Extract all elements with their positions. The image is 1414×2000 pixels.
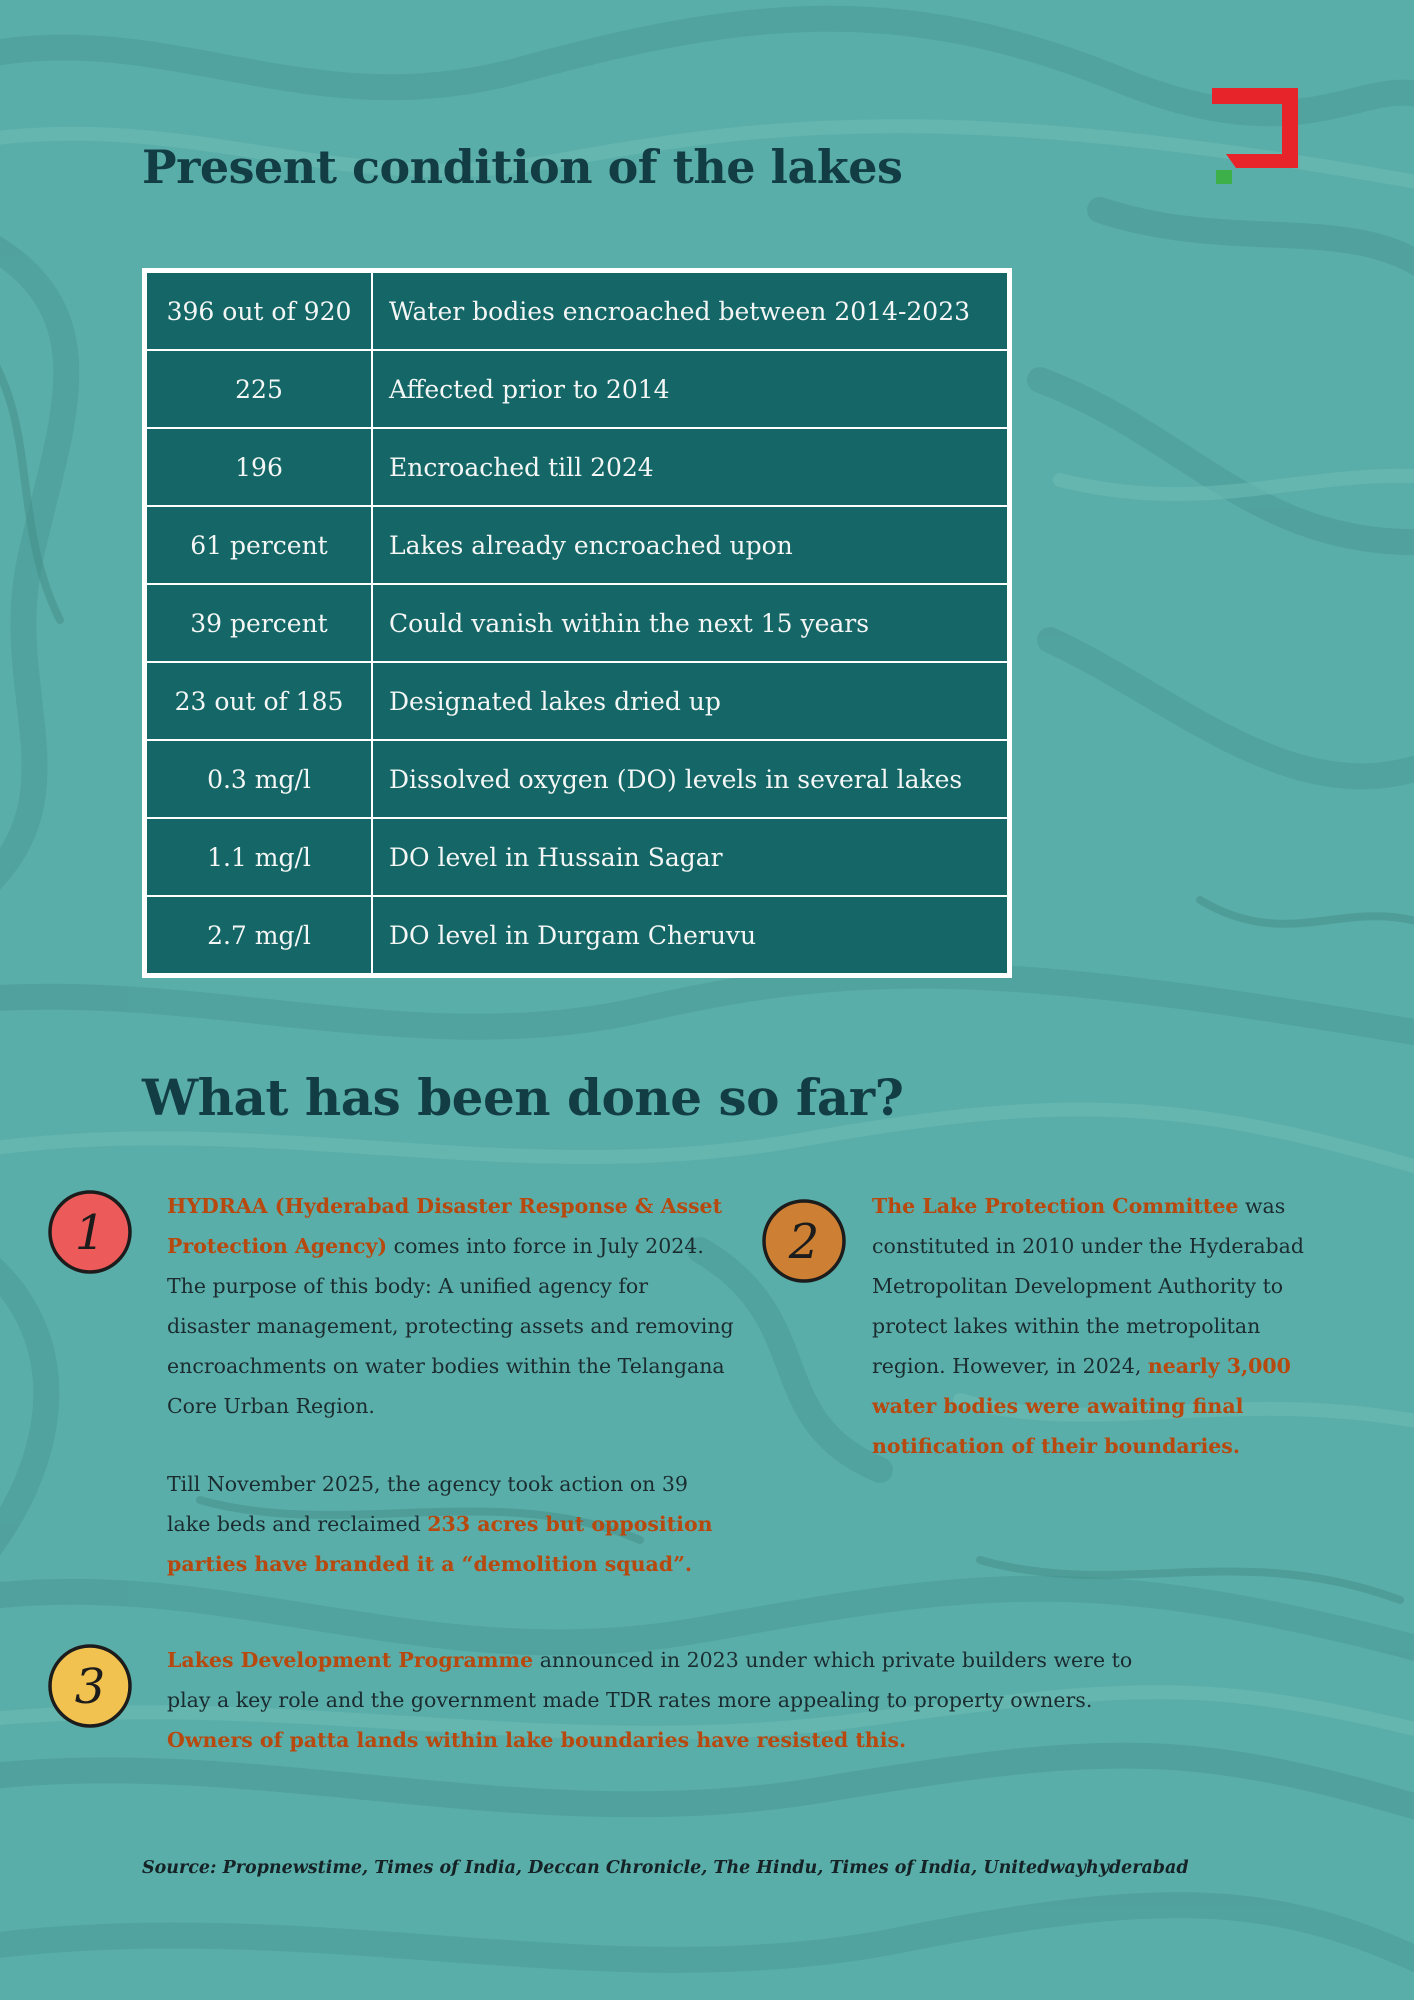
table-row — [145, 506, 1010, 584]
number-badge-2 — [758, 1195, 850, 1287]
stat-value: 1.1 mg/l — [145, 818, 373, 896]
page-title: Present condition of the lakes — [142, 140, 903, 194]
table-row — [145, 350, 1010, 428]
item-1-text: comes into force in July 2024. The purpose of this body: A unified agency for disaster management, protecting assets and removing encroachments on water bodies within the Telangana Core Urban Region. — [167, 1234, 734, 1418]
item-1-paragraph-2 — [167, 1464, 737, 1584]
stat-value: 0.3 mg/l — [145, 740, 373, 818]
item-2-highlight-2: nearly 3,000 water bodies were awaiting final notification of their boundaries. — [872, 1354, 1291, 1458]
item-2-paragraph — [872, 1186, 1312, 1466]
brand-logo — [1212, 88, 1298, 192]
table-row — [145, 271, 1010, 351]
stat-description: Designated lakes dried up — [372, 662, 1010, 740]
item-2-text: was constituted in 2010 under the Hyderabad Metropolitan Development Authority to protect lakes within the metropolitan region. However, in 2024, — [872, 1194, 1305, 1378]
stat-value: 23 out of 185 — [145, 662, 373, 740]
item-2-highlight: The Lake Protection Committee — [872, 1194, 1239, 1218]
item-1-paragraph — [167, 1186, 737, 1426]
stat-description: Could vanish within the next 15 years — [372, 584, 1010, 662]
stat-value: 196 — [145, 428, 373, 506]
table-row — [145, 896, 1010, 976]
table-row — [145, 662, 1010, 740]
section-title: What has been done so far? — [142, 1068, 904, 1127]
source-note: Source: Propnewstime, Times of India, Deccan Chronicle, The Hindu, Times of India, Unitedwayhyderabad — [142, 1858, 1189, 1878]
item-3-text: announced in 2023 under which private builders were to play a key role and the government made TDR rates more appealing to property owners. — [167, 1648, 1133, 1712]
stat-description: Lakes already encroached upon — [372, 506, 1010, 584]
badge-number: 1 — [74, 1205, 106, 1261]
lake-stats-table — [142, 268, 1012, 978]
stat-value: 2.7 mg/l — [145, 896, 373, 976]
item-3-highlight-2: Owners of patta lands within lake boundaries have resisted this. — [167, 1728, 907, 1752]
stat-description: Water bodies encroached between 2014-2023 — [372, 271, 1010, 351]
badge-number: 3 — [74, 1659, 106, 1715]
table-row — [145, 818, 1010, 896]
stat-value: 396 out of 920 — [145, 271, 373, 351]
stat-description: Affected prior to 2014 — [372, 350, 1010, 428]
stat-description: Dissolved oxygen (DO) levels in several lakes — [372, 740, 1010, 818]
table-row — [145, 584, 1010, 662]
item-1-text-2: Till November 2025, the agency took action on 39 lake beds and reclaimed — [167, 1472, 688, 1536]
table-row — [145, 740, 1010, 818]
item-1-highlight-2: 233 acres but opposition parties have branded it a “demolition squad”. — [167, 1512, 713, 1576]
item-1-highlight: HYDRAA (Hyderabad Disaster Response & Asset Protection Agency) — [167, 1194, 723, 1258]
number-badge-3 — [44, 1640, 136, 1732]
stat-value: 39 percent — [145, 584, 373, 662]
badge-number: 2 — [788, 1214, 820, 1270]
stat-description: DO level in Durgam Cheruvu — [372, 896, 1010, 976]
number-badge-1 — [44, 1186, 136, 1278]
stat-value: 61 percent — [145, 506, 373, 584]
item-3-highlight: Lakes Development Programme — [167, 1648, 534, 1672]
stat-description: DO level in Hussain Sagar — [372, 818, 1010, 896]
table-row — [145, 428, 1010, 506]
stat-description: Encroached till 2024 — [372, 428, 1010, 506]
stat-value: 225 — [145, 350, 373, 428]
item-3-paragraph — [167, 1640, 1167, 1760]
